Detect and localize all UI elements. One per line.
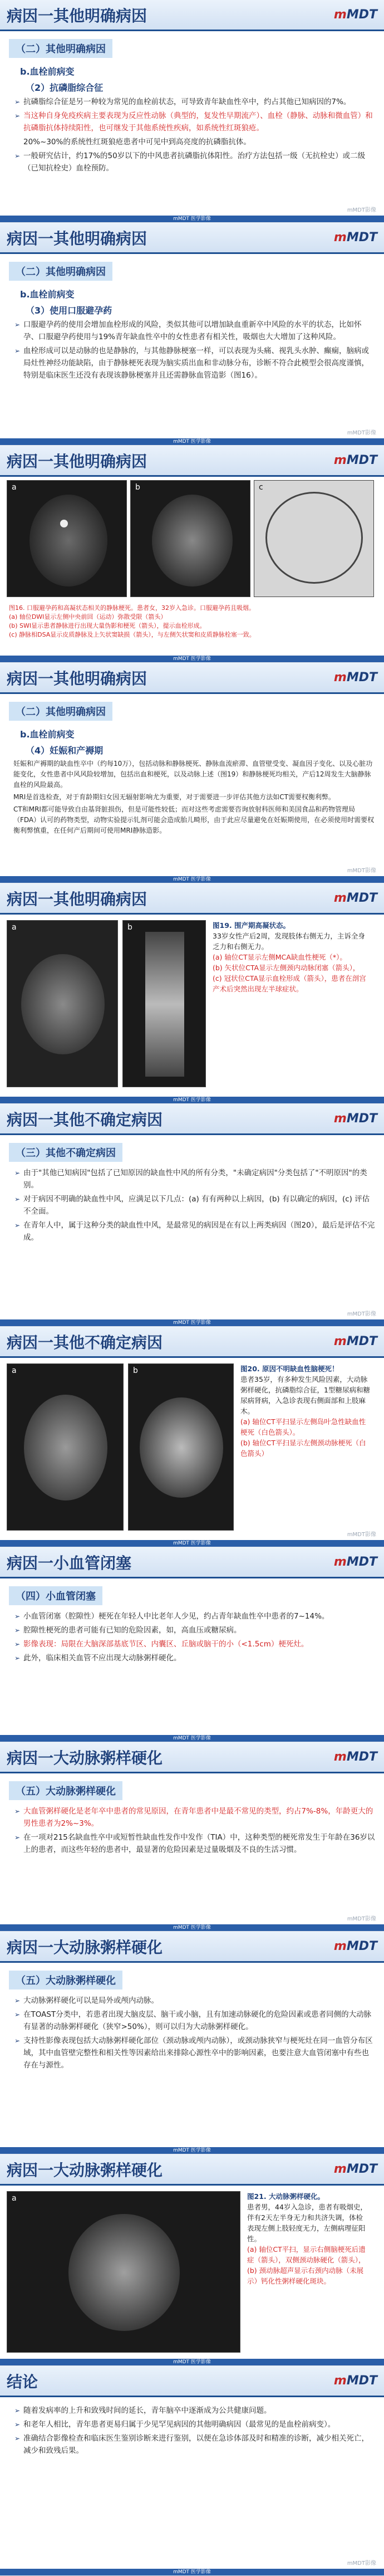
figure-caption: 图21. 大动脉粥样硬化。 患者男，44岁入急诊，患者有吸烟史，伴有2天左半身无力和共济失调，体检表现左侧上肢轻度无力，左侧病理征阳性。 (a) 轴位CT平扫，显示右侧脑梗死后遗症（箭头），双侧颈动脉硬化（箭头）， (b) 颈动脉超声显示右颈内动脉（未展示）钙化性粥样硬化斑块。 [247, 2192, 367, 2285]
bullet-text: ➢ 支持性影像表现包括大动脉粥样硬化部位（颈动脉或颅内动脉），或颈动脉狭窄与梗死灶在同一血管分布区域，其中血管壁完整性和相关性等因素给出来排除心源性卒中的影响因素，也要注意大血管闭塞中有些也存在与源性。 [14, 2035, 375, 2071]
slide-title-bar [0, 1327, 384, 1358]
watermark-text: mMDT影像 [347, 1532, 376, 1538]
footer-bar: mMDT 医学影像 [0, 1924, 384, 1931]
bullet-text: ➢ 当这种自身免疫疾病主要表现为反应性动脉（典型的，复发性早期流产）、血栓（静脉、动脉和微血管）和抗磷脂抗体持续阳性，也可继发于其他系统性疾病，如系统性红斑狼疮。 [14, 110, 375, 134]
bullet-text: ➢ 大血管粥样硬化是老年卒中患者的常见原因，在青年患者中是最不常见的类型，约占7%-8%，年龄更大的男性患者为2%~3%。 [14, 1805, 375, 1830]
slide-title: 病因一其他明确病因 [7, 669, 147, 688]
footer-bar: mMDT 医学影像 [0, 438, 384, 445]
slide-2 [0, 223, 384, 446]
footer-bar: mMDT 医学影像 [0, 2147, 384, 2154]
ct-axial-image: a [7, 920, 118, 1087]
slide-5 [0, 883, 384, 1104]
sub-sub-heading: （3）使用口服避孕药 [26, 305, 112, 316]
slide-title: 病因一大动脉粥样硬化 [7, 1748, 163, 1767]
footer-bar: mMDT 医学影像 [0, 2359, 384, 2365]
mri-dwi-image: a [7, 480, 127, 597]
watermark-text: mMDT影像 [347, 2560, 376, 2567]
section-heading: （三）其他不确定病因 [9, 1143, 122, 1162]
brand-logo: mMDT [333, 671, 377, 685]
paragraph-text: CT和MRI都可能导致自由基肾脏损伤，但是可能性较低；而对这些考虑需要咨询放射科医师和美国食品和药物管理局（FDA）认可的药物类型，动物实验提示钆剂可能会造成胎儿畸形，由于此应尽量避免在妊娠期使用，在必须使用时需要权衡利弊慎重，在任何产后期间可使用MRI静脉造影。 [13, 805, 375, 834]
brand-logo: mMDT [333, 453, 377, 467]
brand-logo: mMDT [333, 2374, 377, 2388]
footer-bar: mMDT 医学影像 [0, 656, 384, 662]
figure-caption: 图16. 口服避孕药和高凝状态相关的静脉梗死。患者女，32岁入急诊。口服避孕药且吸烟。 (a) 轴位DWI显示左侧中央前回（运动）弥散受限（箭头） (b) SWI显示患者静脉进行出现大量伪影和梗死（箭头），提示血栓形成。 (c) 静脉相DSA显示皮质静脉及上矢状窦缺损（箭头），与左侧矢状窦和皮质静脉栓塞一致。 [9, 604, 255, 638]
slide-title-bar [0, 1104, 384, 1135]
sub-sub-heading: （4）妊娠和产褥期 [26, 745, 104, 756]
slide-title-bar [0, 663, 384, 694]
slide-title: 病因一大动脉粥样硬化 [7, 1938, 163, 1957]
slide-12 [0, 2366, 384, 2576]
watermark-text: mMDT影像 [347, 868, 376, 874]
slide-title: 病因一小血管闭塞 [7, 1553, 132, 1572]
bullet-text: ➢ 准确结合影像检查和临床医生鉴别诊断来进行鉴别，以便在急诊体部及时和精准的诊断，减少相关死亡，减少和致残后果。 [14, 2432, 375, 2457]
bullet-text: ➢ 影像表现：局限在大脑深部基底节区、内囊区、丘脑或脑干的小（<1.5cm）梗死灶。 [14, 1638, 375, 1650]
slide-title-bar [0, 223, 384, 254]
section-heading: （二）其他明确病因 [9, 39, 112, 58]
slide-title-bar [0, 883, 384, 915]
bullet-text: ➢ 小血管闭塞（腔隙性）梗死在年轻人中比老年人少见，约占青年缺血性卒中患者的7~14%。 [14, 1610, 375, 1622]
section-heading: （二）其他明确病因 [9, 702, 112, 721]
sub-sub-heading: （2）抗磷脂综合征 [26, 82, 104, 93]
footer-bar: mMDT 医学影像 [0, 1097, 384, 1103]
slide-title-bar [0, 1547, 384, 1578]
watermark-text: mMDT影像 [347, 1311, 376, 1317]
slide-title: 病因一其他明确病因 [7, 229, 147, 248]
bullet-text: ➢ 此外，临床相关血管不应出现大动脉粥样硬化。 [14, 1652, 375, 1664]
slide-4 [0, 663, 384, 883]
paragraph-text: 20%~30%的系统性红斑狼疮患者中可见中到高亮度的抗磷脂抗体。 [23, 138, 251, 146]
brand-logo: mMDT [333, 1112, 377, 1126]
bullet-text: ➢ 一般研究估计，约17%的50岁以下的中风患者抗磷脂抗体阳性。治疗方法包括一级（无抗栓史）或二级（已知抗栓史）血栓预防。 [14, 150, 375, 174]
brand-logo: mMDT [333, 1750, 377, 1764]
bullet-text: ➢ 由于"其他已知病因"包括了已知原因的缺血性中风的所有分类，"未确定病因"分类包括了"不明原因"的类别。 [14, 1167, 375, 1191]
bullet-text: ➢ 抗磷脂综合征是另一种较为常见的血栓前状态，可导致青年缺血性卒中，约占其他已知病因的7%。 [14, 96, 375, 108]
slide-title-bar [0, 2366, 384, 2397]
brand-logo: mMDT [333, 1555, 377, 1569]
slide-7 [0, 1327, 384, 1547]
slide-title: 病因一其他明确病因 [7, 452, 147, 471]
bullet-text: ➢ 在青年人中，属于这种分类的缺血性中风，是最常见的病因是在有以上两类病因（图20），最后是评估不完成。 [14, 1219, 375, 1244]
ct-axial-image: a [7, 2191, 240, 2353]
section-heading: （二）其他明确病因 [9, 262, 112, 281]
bullet-text: ➢ 在TOAST分类中，若患者出现大脑皮层、脑干或小脑，且有加速动脉硬化的危险因素或患者同侧的大动脉有显著的动脉粥样硬化（狭窄>50%），则可以归为大动脉粥样硬化。 [14, 2008, 375, 2033]
paragraph-text: 妊娠和产褥期的缺血性卒中（约每10万），包括动脉和静脉梗死、静脉血流瘀滞、血管壁受变、凝血因子变化、以及心脏功能变化，女性患者中风风险较增加，包括出血和梗死，以及动脉上述（图19）和静脉梗死均相关，产后12周发生大脑静脉血栓的风险最高。 [13, 760, 373, 789]
slide-title: 病因一其他明确病因 [7, 6, 147, 25]
figure-caption: 图20. 原因不明缺血性脑梗死！ 患者35岁，有多种发生风险因素，大动脉粥样硬化，抗磷脂综合征，1型糖尿病和糖尿病肾病，入急诊表现右侧面部和上肢麻木。 (a) 轴位CT平扫显示左侧岛叶急性缺血性梗死（白色箭头）。 (b) 轴位CT平扫显示左侧颈动脉梗死（白色箭头） [240, 1365, 370, 1458]
slide-title-bar [0, 1742, 384, 1773]
brand-logo: mMDT [333, 891, 377, 905]
sub-heading: b.血栓前病变 [20, 729, 75, 740]
section-heading: （五）大动脉粥样硬化 [9, 1781, 122, 1800]
bullet-text: ➢ 随着发病率的上升和致残时间的延长，青年脑卒中逐渐成为公共健康问题。 [14, 2404, 375, 2417]
brand-logo: mMDT [333, 1335, 377, 1348]
footer-bar: mMDT 医学影像 [0, 1319, 384, 1326]
bullet-text: ➢ 大动脉粥样硬化可以是局外或颅内动脉。 [14, 1995, 375, 2007]
dsa-venous-image: c [254, 480, 374, 597]
footer-bar: mMDT 医学影像 [0, 1540, 384, 1547]
slide-11 [0, 2154, 384, 2366]
slide-6 [0, 1104, 384, 1327]
footer-bar: mMDT 医学影像 [0, 216, 384, 222]
figure-caption: 图19. 围产期高凝状态。 33岁女性产后2周，发现肢体右侧无力，主诉全身乏力和右侧无力。 (a) 轴位CT显示左侧MCA缺血性梗死（*）。 (b) 矢状位CTA显示左侧颈内动脉闭塞（箭头）， (c) 冠状位CTA显示血栓形成（箭头），患者在剖宫产术后突然出现左半球症状。 [213, 921, 366, 993]
slide-title: 结论 [7, 2372, 38, 2391]
brand-logo: mMDT [333, 1939, 377, 1953]
slide-10 [0, 1932, 384, 2154]
sub-heading: b.血栓前病变 [20, 66, 75, 77]
bullet-text: ➢ 血栓形成可以是动脉的也是静脉的，与其他静脉梗塞一样，可以表现为头痛、视乳头水肿、癫痫，脑病或局灶性神经功能缺陷，由于静脉梗死表现为脑实质出血和非动脉分布，诊断不符合此模型会很高度谨慎，特别是临床医生还没有表现该静脉梗塞并且还需静脉血管造影（图16）。 [14, 345, 375, 382]
watermark-text: mMDT影像 [347, 1916, 376, 1922]
brand-logo: mMDT [333, 231, 377, 245]
paragraph-text: MRI是首选检查，对于育龄期妇女因无辐射影响尤为重要，对于需要进一步评估其他方法如CT需要权衡利弊。 [13, 793, 335, 801]
bullet-text: ➢ 口服避孕药的使用会增加血栓形成的风险，类似其他可以增加缺血重新卒中风险的水平的状态，比如怀孕、口服避孕药使用与19%青年缺血性卒中的女性患者有相关性，吸烟也大大增加了这种风险。 [14, 319, 375, 343]
sub-heading: b.血栓前病变 [20, 289, 75, 300]
slide-title: 病因一其他不确定病因 [7, 1333, 163, 1352]
slide-title: 病因一其他不确定病因 [7, 1110, 163, 1129]
section-heading: （五）大动脉粥样硬化 [9, 1971, 122, 1990]
slide-title-bar [0, 446, 384, 477]
slide-1 [0, 0, 384, 223]
ct-axial-image: a [7, 1363, 124, 1531]
bullet-text: ➢ 和老年人相比，青年患者更易归属于少见罕见病因的其他明确病因（最常见的是血栓前病变）。 [14, 2418, 375, 2431]
slide-3 [0, 446, 384, 663]
slide-8 [0, 1547, 384, 1742]
mri-swi-image: b [130, 480, 250, 597]
bullet-text: ➢ 对于病因不明确的缺血性中风，应满足以下几点：(a) 有有两种以上病因，(b) 有以确定的病因，(c) 评估不全面。 [14, 1193, 375, 1218]
brand-logo: mMDT [333, 8, 377, 22]
footer-bar: mMDT 医学影像 [0, 1735, 384, 1742]
watermark-text: mMDT影像 [347, 207, 376, 213]
cta-sagittal-image: b [122, 920, 206, 1087]
slide-title-bar [0, 1932, 384, 1963]
slide-9 [0, 1742, 384, 1932]
ct-axial-image-2: b [128, 1363, 234, 1531]
watermark-text: mMDT影像 [347, 430, 376, 436]
slide-title-bar [0, 0, 384, 31]
bullet-text: ➢ 腔隙性梗死的患者可能有已知的危险因素，如，高血压或糖尿病。 [14, 1624, 375, 1636]
slide-title-bar [0, 2154, 384, 2186]
slide-title: 病因一大动脉粥样硬化 [7, 2160, 163, 2179]
section-heading: （四）小血管闭塞 [9, 1586, 102, 1605]
brand-logo: mMDT [333, 2162, 377, 2176]
bullet-text: ➢ 在一项对215名缺血性卒中或短暂性缺血性发作中发作（TIA）中，这种类型的梗死常发生于年龄在36岁以上的患者，而这些年轻的患者中，最显著的危险因素是过量吸烟及不良的生活习惯。 [14, 1831, 375, 1856]
slide-title: 病因一其他明确病因 [7, 889, 147, 908]
footer-bar: mMDT 医学影像 [0, 2569, 384, 2575]
footer-bar: mMDT 医学影像 [0, 876, 384, 883]
